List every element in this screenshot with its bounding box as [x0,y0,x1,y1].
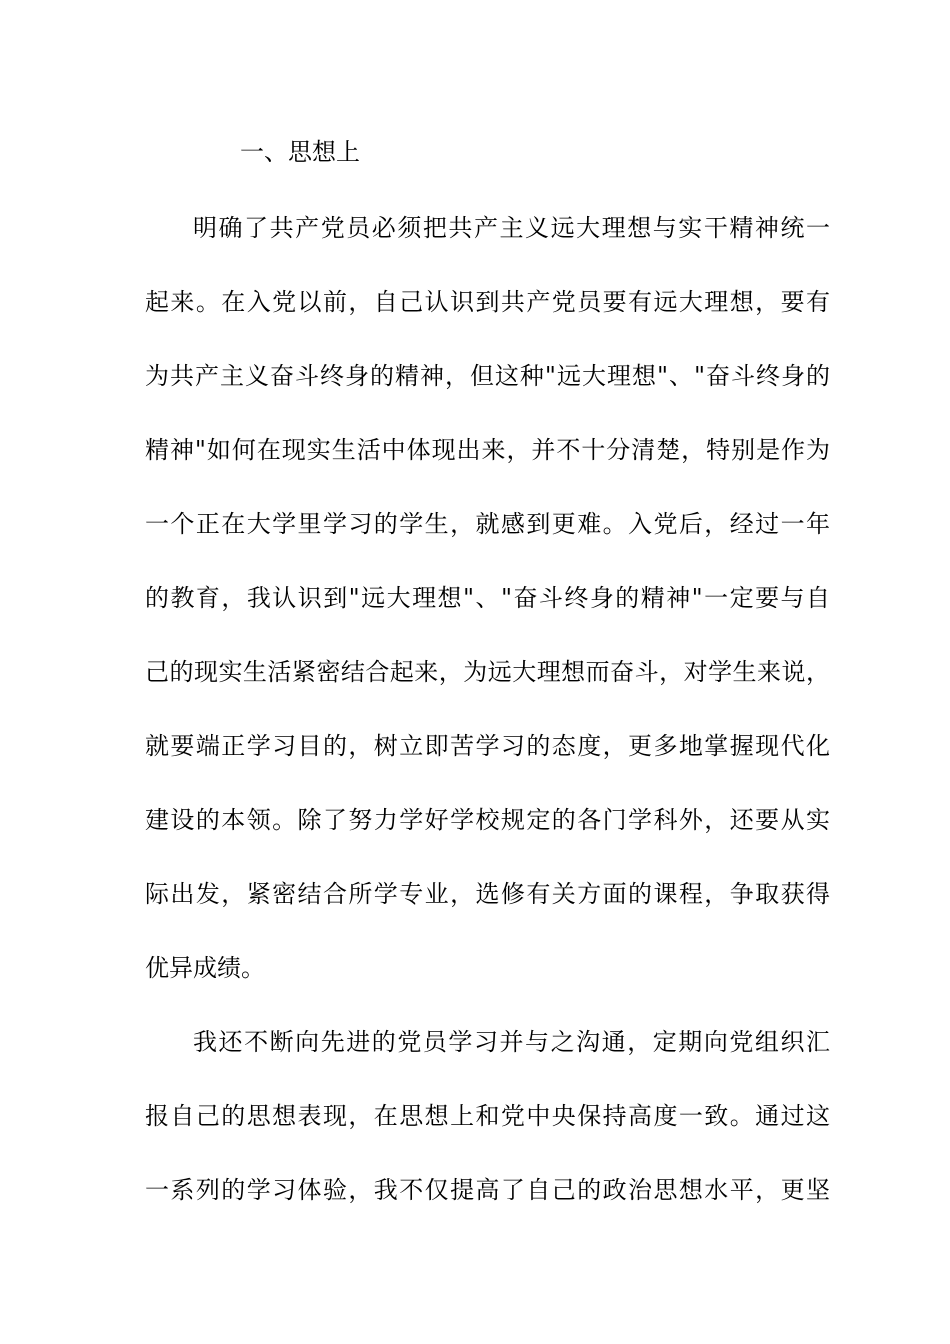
paragraph-line: 就要端正学习目的，树立即苦学习的态度，更多地掌握现代化 [145,732,830,760]
paragraph-line: 己的现实生活紧密结合起来，为远大理想而奋斗，对学生来说， [145,658,830,686]
paragraph-line: 我还不断向先进的党员学习并与之沟通，定期向党组织汇 [193,1028,830,1056]
paragraph-line: 明确了共产党员必须把共产主义远大理想与实干精神统一 [193,214,830,242]
paragraph-line: 精神"如何在现实生活中体现出来，并不十分清楚，特别是作为 [145,436,830,464]
paragraph-line: 一个正在大学里学习的学生，就感到更难。入党后，经过一年 [145,510,830,538]
section-heading: 一、思想上 [240,138,360,166]
paragraph-line: 报自己的思想表现，在思想上和党中央保持高度一致。通过这 [145,1102,830,1130]
paragraph-line: 的教育，我认识到"远大理想"、"奋斗终身的精神"一定要与自 [145,584,830,612]
paragraph-line: 起来。在入党以前，自己认识到共产党员要有远大理想，要有 [145,288,830,316]
paragraph-line: 际出发，紧密结合所学专业，选修有关方面的课程，争取获得 [145,880,830,908]
paragraph-line: 一系列的学习体验，我不仅提高了自己的政治思想水平，更坚 [145,1176,830,1204]
paragraph-line: 为共产主义奋斗终身的精神，但这种"远大理想"、"奋斗终身的 [145,362,830,390]
paragraph-line: 优异成绩。 [145,954,265,982]
paragraph-line: 建设的本领。除了努力学好学校规定的各门学科外，还要从实 [145,806,830,834]
